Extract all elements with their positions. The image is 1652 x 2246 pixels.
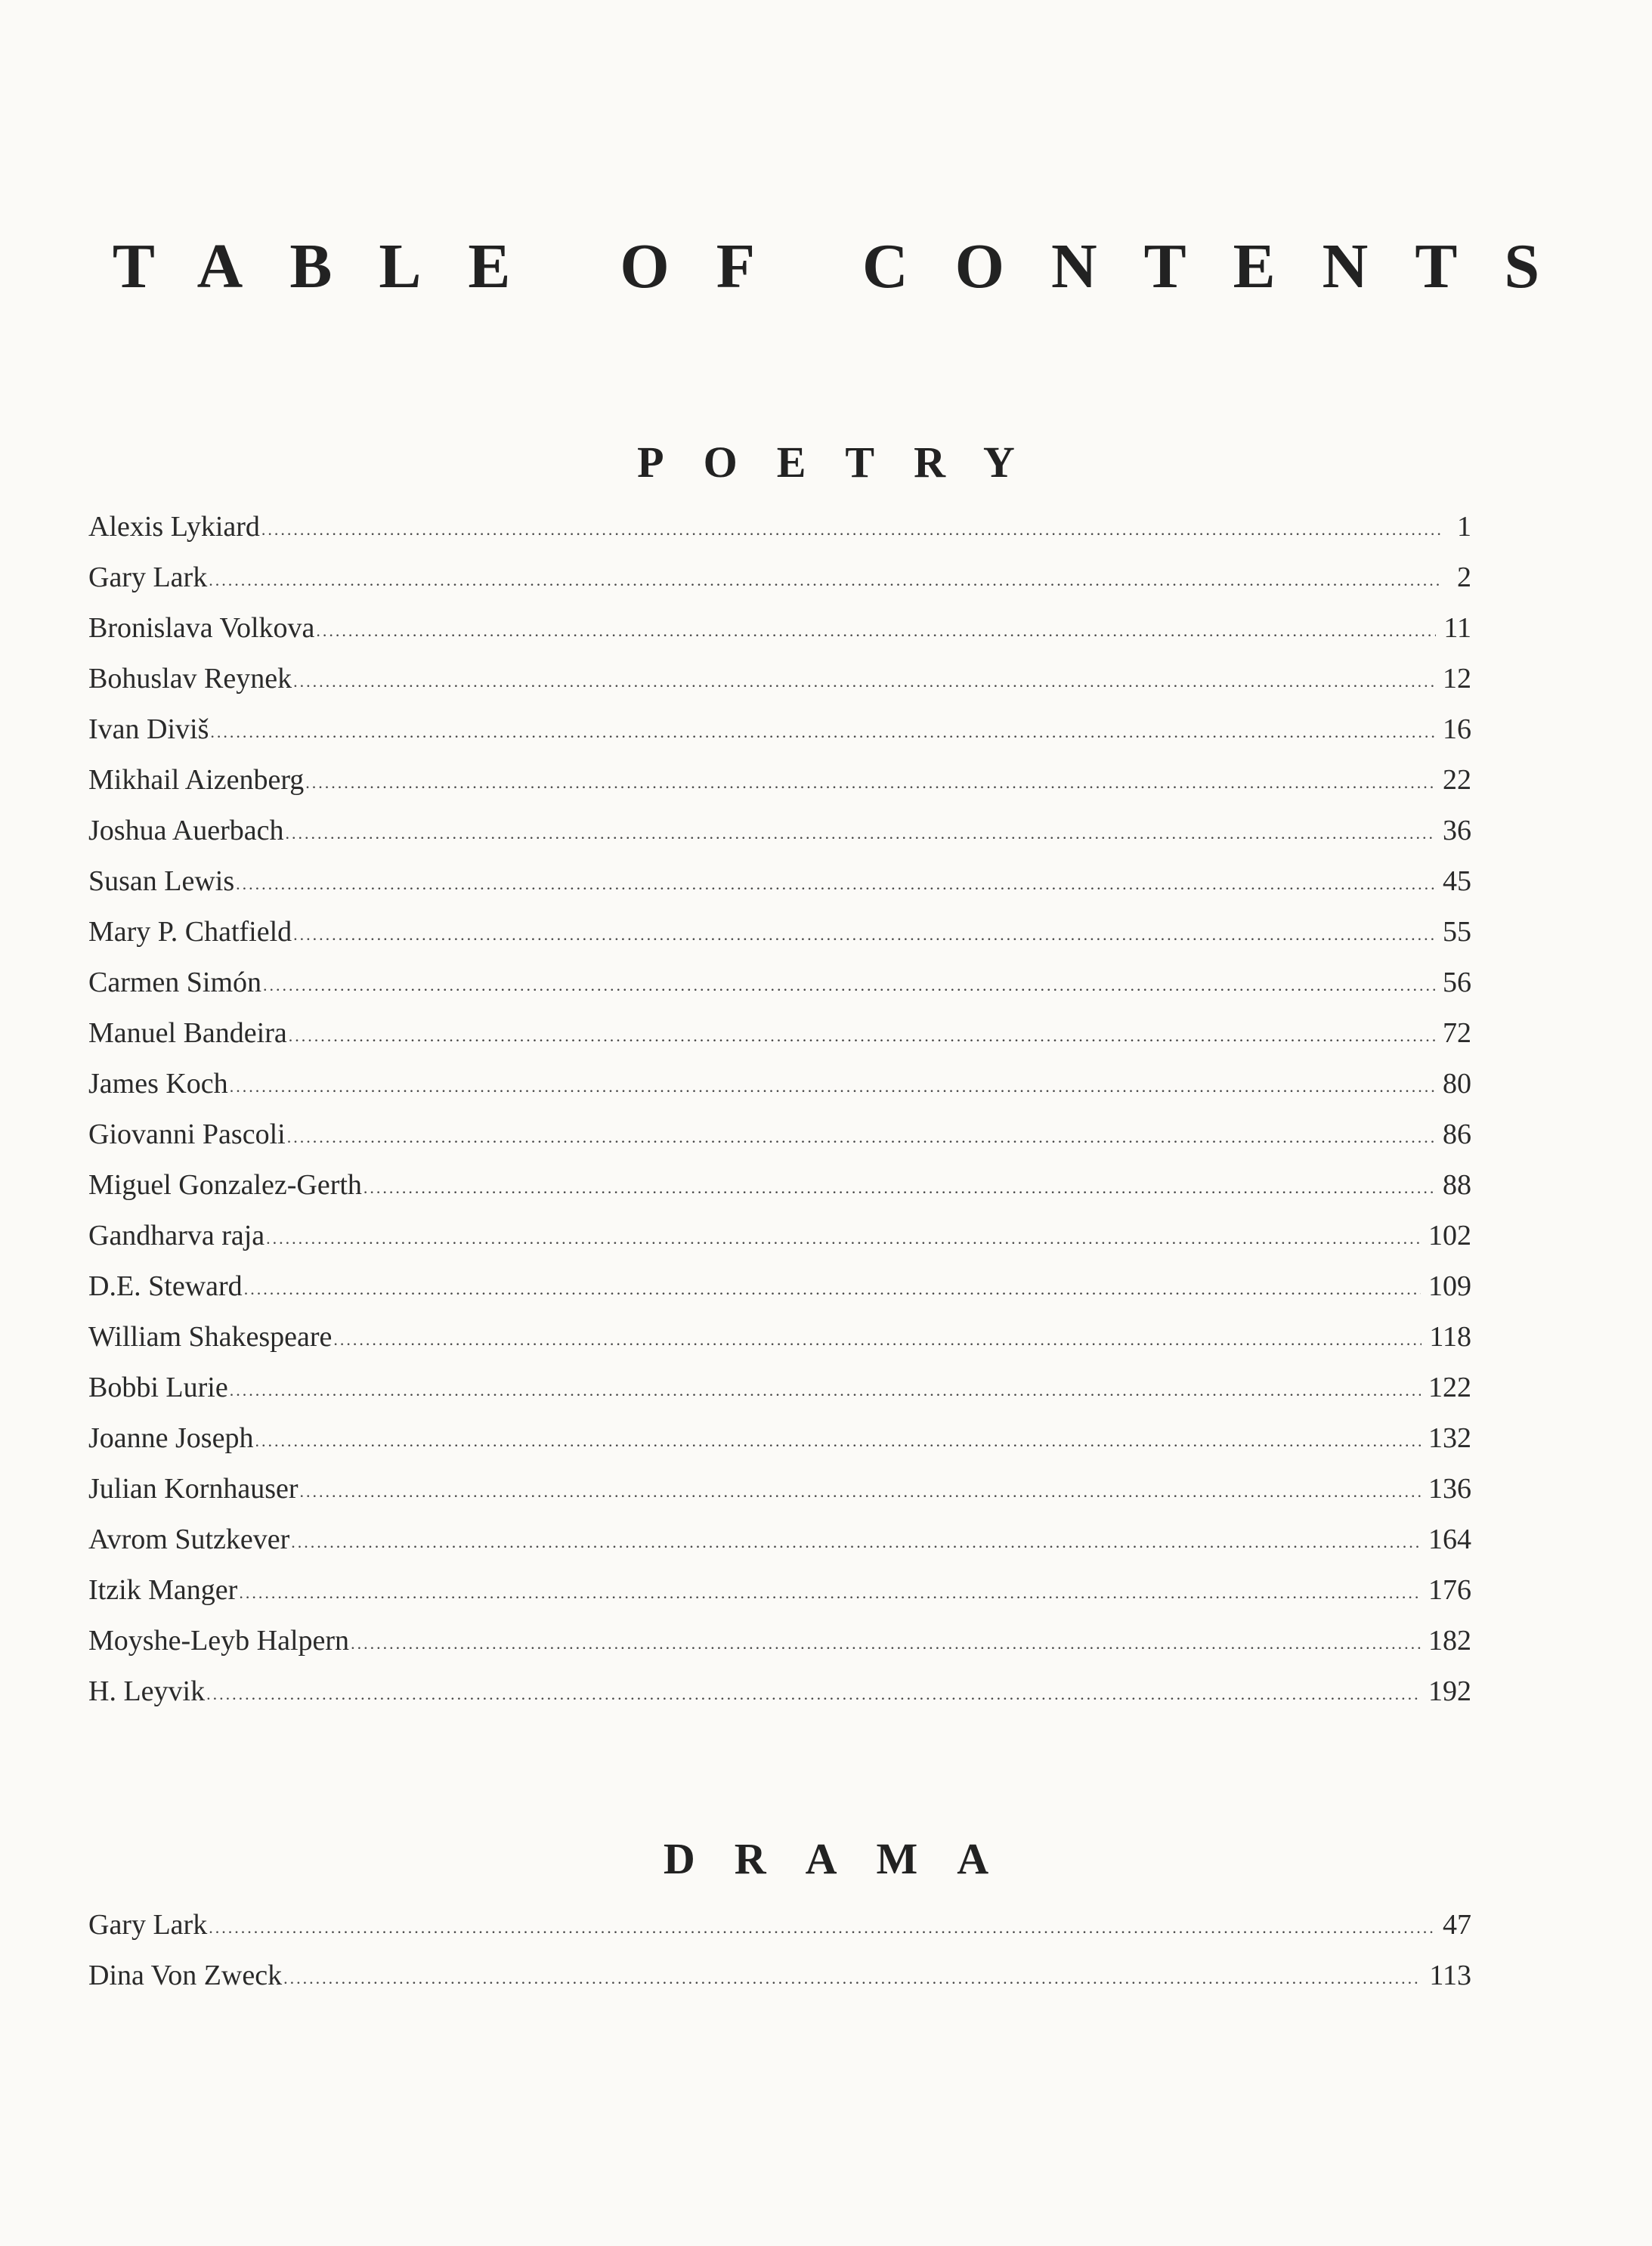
toc-entry-page-number: 132: [1428, 1422, 1471, 1454]
dot-leader: [261, 520, 1441, 540]
toc-entry[interactable]: [88, 611, 1471, 662]
toc-entry[interactable]: [88, 865, 1471, 915]
toc-entry-page-number: 113: [1429, 1960, 1471, 1991]
dot-leader: [287, 1128, 1435, 1147]
toc-entry-page-number: 36: [1443, 815, 1471, 846]
toc-entry[interactable]: [88, 814, 1471, 865]
toc-entry-author: Miguel Gonzalez-Gerth: [88, 1169, 362, 1201]
toc-entry-page-number: 182: [1428, 1625, 1471, 1657]
toc-entry-author: Alexis Lykiard: [88, 511, 260, 543]
dot-leader: [293, 925, 1435, 945]
drama-toc-list: [88, 1908, 1471, 2009]
dot-leader: [300, 1482, 1421, 1502]
toc-entry[interactable]: [88, 1118, 1471, 1168]
dot-leader: [255, 1431, 1421, 1451]
dot-leader: [316, 621, 1436, 641]
dot-leader: [244, 1279, 1421, 1299]
toc-entry-page-number: 1: [1457, 511, 1471, 543]
dot-leader: [239, 1583, 1421, 1603]
toc-entry-author: Mary P. Chatfield: [88, 916, 292, 948]
toc-entry-page-number: 12: [1443, 663, 1471, 695]
dot-leader: [289, 1026, 1435, 1046]
toc-entry[interactable]: [88, 1523, 1471, 1573]
toc-entry-author: Manuel Bandeira: [88, 1017, 287, 1049]
dot-leader: [210, 722, 1435, 742]
toc-entry-author: Joshua Auerbach: [88, 815, 284, 846]
toc-entry-page-number: 80: [1443, 1068, 1471, 1100]
toc-entry-page-number: 88: [1443, 1169, 1471, 1201]
toc-entry-author: D.E. Steward: [88, 1270, 243, 1302]
toc-entry-page-number: 176: [1428, 1574, 1471, 1606]
toc-entry-author: Moyshe-Leyb Halpern: [88, 1625, 350, 1657]
toc-entry-page-number: 47: [1443, 1909, 1471, 1941]
dot-leader: [291, 1533, 1421, 1552]
dot-leader: [236, 874, 1435, 894]
dot-leader: [263, 976, 1435, 995]
toc-entry-page-number: 136: [1428, 1473, 1471, 1505]
dot-leader: [283, 1969, 1422, 1988]
toc-entry-author: Dina Von Zweck: [88, 1960, 283, 1991]
toc-entry-author: H. Leyvik: [88, 1675, 206, 1707]
toc-entry-author: Avrom Sutzkever: [88, 1524, 290, 1555]
toc-entry-author: Joanne Joseph: [88, 1422, 254, 1454]
dot-leader: [293, 672, 1435, 691]
toc-entry-page-number: 122: [1428, 1372, 1471, 1403]
toc-entry-page-number: 109: [1428, 1270, 1471, 1302]
toc-entry-page-number: 164: [1428, 1524, 1471, 1555]
toc-entry-author: Bohuslav Reynek: [88, 663, 292, 695]
toc-entry-author: Bobbi Lurie: [88, 1372, 228, 1403]
toc-entry[interactable]: [88, 561, 1471, 611]
dot-leader: [206, 1684, 1421, 1704]
toc-entry-author: Mikhail Aizenberg: [88, 764, 305, 796]
dot-leader: [351, 1634, 1421, 1654]
toc-entry[interactable]: [88, 1270, 1471, 1320]
toc-entry-author: Giovanni Pascoli: [88, 1118, 286, 1150]
dot-leader: [286, 824, 1435, 843]
toc-entry-author: Bronislava Volkova: [88, 612, 315, 644]
toc-entry-author: William Shakespeare: [88, 1321, 333, 1353]
toc-entry[interactable]: [88, 1219, 1471, 1270]
dot-leader: [230, 1381, 1421, 1400]
toc-entry[interactable]: [88, 1624, 1471, 1675]
toc-entry[interactable]: [88, 1472, 1471, 1523]
dot-leader: [305, 773, 1435, 793]
toc-entry[interactable]: [88, 966, 1471, 1016]
toc-entry-page-number: 22: [1443, 764, 1471, 796]
toc-entry-author: Ivan Diviš: [88, 713, 209, 745]
toc-entry-author: Gary Lark: [88, 562, 208, 593]
dot-leader: [230, 1077, 1435, 1097]
dot-leader: [364, 1178, 1435, 1198]
toc-entry[interactable]: [88, 713, 1471, 763]
toc-entry-author: Susan Lewis: [88, 865, 235, 897]
toc-entry[interactable]: [88, 1067, 1471, 1118]
toc-entry[interactable]: [88, 510, 1471, 561]
toc-entry-page-number: 192: [1428, 1675, 1471, 1707]
toc-entry-page-number: 102: [1428, 1220, 1471, 1251]
toc-entry-page-number: 16: [1443, 713, 1471, 745]
page-title: TABLE OF CONTENTS: [112, 231, 1587, 302]
toc-entry[interactable]: [88, 1320, 1471, 1371]
dot-leader: [209, 571, 1441, 590]
toc-entry-author: Gandharva raja: [88, 1220, 265, 1251]
dot-leader: [209, 1918, 1435, 1938]
toc-entry[interactable]: [88, 1675, 1471, 1725]
toc-entry[interactable]: [88, 915, 1471, 966]
toc-entry-page-number: 86: [1443, 1118, 1471, 1150]
toc-entry[interactable]: [88, 1371, 1471, 1422]
toc-entry[interactable]: [88, 1016, 1471, 1067]
section-heading-drama: DRAMA: [663, 1834, 1029, 1884]
dot-leader: [266, 1229, 1421, 1248]
dot-leader: [333, 1330, 1422, 1350]
toc-entry-page-number: 56: [1443, 967, 1471, 998]
toc-entry[interactable]: [88, 1168, 1471, 1219]
poetry-toc-list: [88, 510, 1471, 1725]
toc-entry[interactable]: [88, 1959, 1471, 2009]
toc-entry-page-number: 72: [1443, 1017, 1471, 1049]
toc-entry-page-number: 2: [1457, 562, 1471, 593]
toc-entry-page-number: 55: [1443, 916, 1471, 948]
toc-entry[interactable]: [88, 1573, 1471, 1624]
toc-entry-author: Gary Lark: [88, 1909, 208, 1941]
toc-entry[interactable]: [88, 662, 1471, 713]
toc-entry-page-number: 118: [1429, 1321, 1471, 1353]
toc-entry[interactable]: [88, 763, 1471, 814]
toc-entry-page-number: 45: [1443, 865, 1471, 897]
toc-entry-author: Julian Kornhauser: [88, 1473, 299, 1505]
section-heading-poetry: POETRY: [637, 438, 1054, 487]
toc-entry[interactable]: [88, 1908, 1471, 1959]
toc-entry[interactable]: [88, 1422, 1471, 1472]
toc-entry-author: Itzik Manger: [88, 1574, 238, 1606]
toc-entry-author: James Koch: [88, 1068, 228, 1100]
toc-entry-author: Carmen Simón: [88, 967, 262, 998]
toc-entry-page-number: 11: [1443, 612, 1471, 644]
